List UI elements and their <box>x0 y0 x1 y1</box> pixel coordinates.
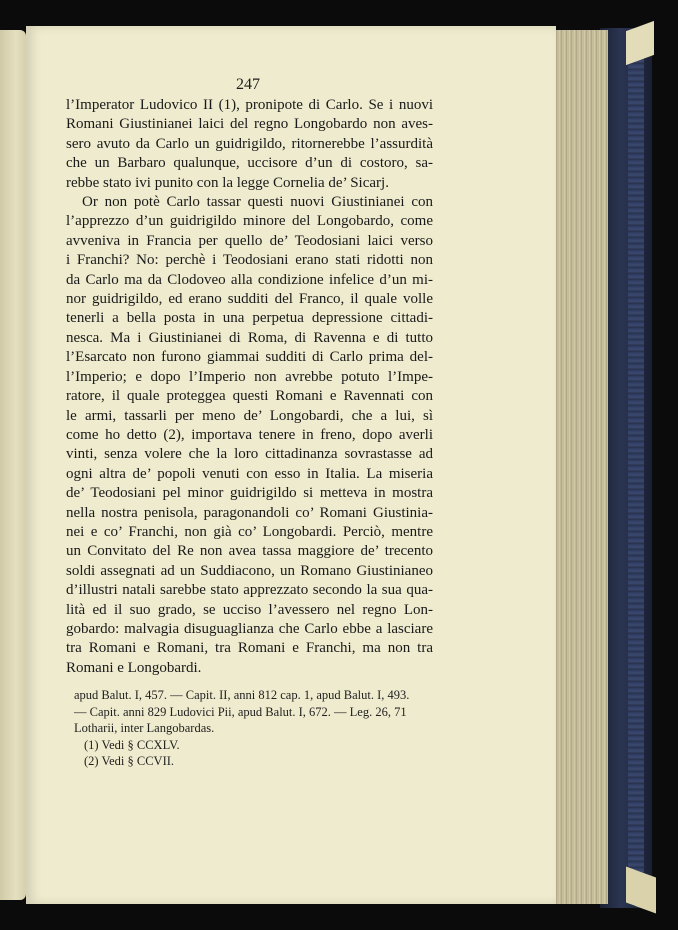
text-line: rebbe stato ivi punito con la legge Cornelia de’ Sicarj. <box>66 174 389 191</box>
text-line: sero avuto da Carlo un guidrigildo, ritornerebbe l’assurdità <box>66 135 433 152</box>
text-line: tra Romani e Romani, tra Romani e Franchi, ma non tra <box>66 640 433 657</box>
text-line: l’Imperio; e dopo l’Imperio non avrebbe potuto l’Impe- <box>66 368 433 385</box>
footnote-ref-2: (2) Vedi § CCVII. <box>84 754 175 768</box>
facing-page-edge <box>0 30 26 900</box>
text-line: i Franchi? No: perchè i Teodosiani erano stati ridotti non <box>66 252 433 269</box>
footnote-line: — Capit. anni 829 Ludovici Pii, apud Balut. I, 672. — Leg. 26, 71 <box>74 704 407 719</box>
text-line: l’Esarcato non furono giammai sudditi di Carlo prima del- <box>66 349 433 366</box>
text-line: soldi assegnati ad un Suddiacono, un Romano Giustinianeo <box>66 562 433 579</box>
text-line: nella nostra penisola, paragonandoli co’ Romani Giustinia- <box>66 504 433 521</box>
text-line: vinti, senza volere che la loro cittadinanza sovrastasse ad <box>66 446 433 463</box>
text-line: che un Barbaro qualunque, uccisore d’un di costoro, sa- <box>66 155 433 172</box>
text-line: le armi, tassarli per meno de’ Longobardi, che a lui, sì <box>66 407 433 424</box>
body-text <box>66 96 433 678</box>
text-line: nei e co’ Franchi, non già co’ Longobardi. Perciò, mentre <box>66 523 433 540</box>
text-line: da Carlo ma da Clodoveo alla condizione infelice d’un mi- <box>66 271 433 288</box>
footnotes <box>74 687 432 770</box>
footnote-ref-1: (1) Vedi § CCXLV. <box>84 737 180 752</box>
text-line: Romani Giustinianei laici del regno Longobardo non aves- <box>66 116 433 133</box>
text-line: l’Imperator Ludovico II (1), pronipote di Carlo. Se i nuovi <box>66 97 433 113</box>
text-line: ratore, il quale proteggea questi Romani e Ravennati con <box>66 388 433 405</box>
text-line: avveniva in Francia per quello de’ Teodosiani laici verso <box>66 232 433 249</box>
text-line: un Convitato del Re non avea tassa maggiore de’ trecento <box>66 543 433 560</box>
page-block-edge <box>548 30 608 904</box>
text-line: de’ Teodosiani pel minor guidrigildo si metteva in mostra <box>66 485 433 502</box>
text-line: lità ed il suo grado, se ucciso l’avessero nel regno Lon- <box>66 601 433 618</box>
text-line: come ho detto (2), importava tenere in freno, dopo averli <box>66 426 433 443</box>
text-line: d’illustri natali sarebbe stato apprezzato secondo la sua qua- <box>66 582 433 599</box>
text-line: l’apprezzo d’un guidrigildo minore del Longobardo, come <box>66 213 433 230</box>
footnote-line: apud Balut. I, 457. — Capit. II, anni 812 cap. 1, apud Balut. I, 493. <box>74 688 410 702</box>
text-line: tenerli a bella posta in una perpetua depressione cittadi- <box>66 310 433 327</box>
text-line: nor guidrigildo, ed erano sudditi del Franco, il quale volle <box>66 291 433 308</box>
page-number: 247 <box>236 76 260 93</box>
text-line: ogni altra de’ popoli venuti con esso in Italia. La miseria <box>66 465 433 482</box>
text-line: gobardo: malvagia disuguaglianza che Carlo ebbe a lasciare <box>66 620 433 637</box>
text-line: nesca. Ma i Giustinianei di Roma, di Ravenna e di tutto <box>66 329 433 346</box>
footnote-line: Lotharii, inter Langobardas. <box>74 721 215 735</box>
book-spine-binding <box>628 40 644 890</box>
text-line: Romani e Longobardi. <box>66 659 202 676</box>
text-line: Or non potè Carlo tassar questi nuovi Giustinianei con <box>82 194 433 211</box>
